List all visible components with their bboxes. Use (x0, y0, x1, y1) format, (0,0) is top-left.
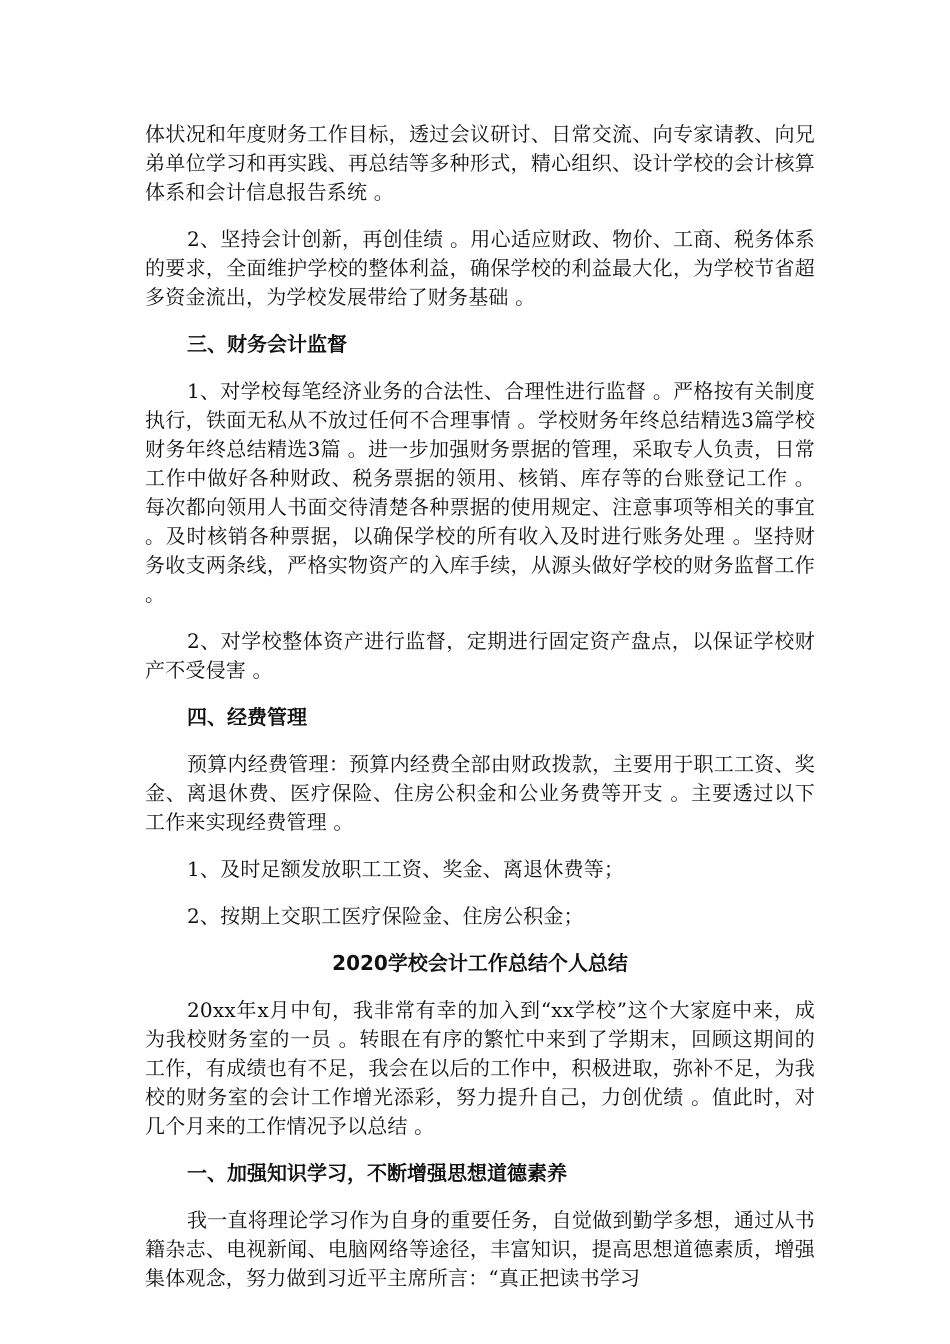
paragraph-introduction: 20xx年x月中旬，我非常有幸的加入到“xx学校”这个大家庭中来，成为我校财务室的一员 。转眼在有序的繁忙中来到了学期末，回顾这期间的工作，有成绩也有不足，我会在以后的工作中，积极进取，弥补不足，为我校的财务室的会计工作增光添彩，努力提升自己，力创优绩 。值此时，对几个月来的工作情况予以总结 。 (145, 998, 815, 1138)
paragraph-business-supervision: 1、对学校每笔经济业务的合法性、合理性进行监督 。严格按有关制度执行，铁面无私从不放过任何不合理事情 。学校财务年终总结精选3篇学校财务年终总结精选3篇 。进一步加强财务票据的管理，采取专人负责，日常工作中做好各种财政、税务票据的领用、核销、库存等的台账登记工作 。每次都向领用人书面交待清楚各种票据的使用规定、注意事项等相关的事宜 。及时核销各种票据，以确保学校的所有收入及时进行账务处理 。坚持财务收支两条线，严格实物资产的入库手续，从源头做好学校的财务监督工作 。 (145, 379, 815, 606)
paragraph-accounting-system: 体状况和年度财务工作目标，透过会议研讨、日常交流、向专家请教、向兄弟单位学习和再实践、再总结等多种形式，精心组织、设计学校的会计核算体系和会计信息报告系统 。 (145, 122, 815, 204)
heading-knowledge-learning: 一、加强知识学习，不断增强思想道德素养 (187, 1161, 567, 1185)
paragraph-insurance-payment: 2、按期上交职工医疗保险金、住房公积金； (187, 904, 584, 928)
paragraph-budget-funds: 预算内经费管理：预算内经费全部由财政拨款，主要用于职工工资、奖金、离退休费、医疗保险、住房公积金和公业务费等开支 。主要透过以下工作来实现经费管理 。 (145, 752, 815, 834)
heading-funds-management: 四、经费管理 (187, 705, 307, 729)
heading-financial-supervision: 三、财务会计监督 (187, 332, 347, 356)
paragraph-theory-study: 我一直将理论学习作为自身的重要任务，自觉做到勤学多想，通过从书籍杂志、电视新闻、电脑网络等途径，丰富知识，提高思想道德素质，增强集体观念，努力做到习近平主席所言：“真正把读书学习 (145, 1208, 815, 1290)
document-page (145, 120, 815, 1311)
paragraph-salary-payment: 1、及时足额发放职工工资、奖金、离退休费等； (187, 857, 625, 881)
paragraph-accounting-innovation: 2、坚持会计创新，再创佳绩 。用心适应财政、物价、工商、税务体系的要求，全面维护学校的整体利益，确保学校的利益最大化，为学校节省超多资金流出，为学校发展带给了财务基础 。 (145, 227, 815, 309)
paragraph-asset-supervision: 2、对学校整体资产进行监督，定期进行固定资产盘点，以保证学校财产不受侵害 。 (145, 629, 815, 682)
document-title: 2020学校会计工作总结个人总结 (332, 951, 628, 975)
